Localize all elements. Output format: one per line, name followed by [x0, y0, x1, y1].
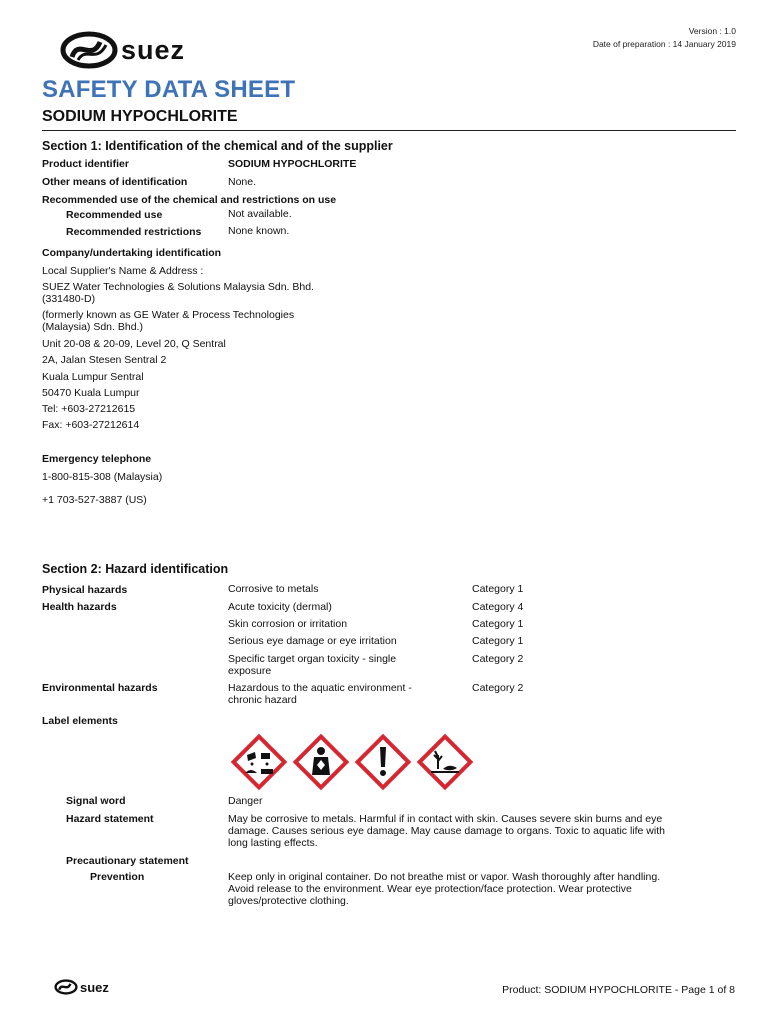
supplier-address-line: Local Supplier's Name & Address :	[42, 265, 204, 277]
other-means-label: Other means of identification	[42, 176, 188, 188]
supplier-address-line: SUEZ Water Technologies & Solutions Malaysia Sdn. Bhd.	[42, 281, 314, 293]
hazard-statement-line: long lasting effects.	[228, 837, 318, 849]
emergency-telephone-heading: Emergency telephone	[42, 453, 152, 465]
supplier-address-line: (331480-D)	[42, 293, 96, 305]
exclamation-mark-icon	[352, 731, 414, 793]
supplier-tel: Tel: +603-27212615	[42, 403, 136, 415]
prevention-line: Keep only in original container. Do not breathe mist or vapor. Wash thoroughly after handling.	[228, 871, 661, 883]
hazard-name: Skin corrosion or irritation	[228, 618, 348, 630]
hazard-category: Category 1	[472, 618, 524, 630]
environmental-hazards-label: Environmental hazards	[42, 682, 158, 694]
document-subtitle: SODIUM HYPOCHLORITE	[42, 108, 238, 125]
hazard-category: Category 1	[472, 635, 524, 647]
hazard-name: Hazardous to the aquatic environment -	[228, 682, 412, 694]
supplier-fax: Fax: +603-27212614	[42, 419, 140, 431]
supplier-address-line: 2A, Jalan Stesen Sentral 2	[42, 354, 167, 366]
hazard-name-continued: exposure	[228, 665, 272, 677]
hazard-category: Category 2	[472, 682, 524, 694]
document-meta	[593, 25, 736, 51]
document-title: SAFETY DATA SHEET	[42, 76, 296, 103]
prevention-label: Prevention	[90, 871, 145, 883]
section-2-heading: Section 2: Hazard identification	[42, 562, 229, 576]
section-1-heading: Section 1: Identification of the chemical and of the supplier	[42, 139, 393, 153]
health-hazard-icon	[290, 731, 352, 793]
health-hazards-label: Health hazards	[42, 601, 117, 613]
footer-logo	[54, 979, 109, 995]
hazard-name: Corrosive to metals	[228, 583, 319, 595]
hazard-category: Category 2	[472, 653, 524, 665]
emergency-phone-us: +1 703-527-3887 (US)	[42, 494, 147, 506]
footer-logo-icon	[54, 979, 78, 995]
supplier-address-line: Unit 20-08 & 20-09, Level 20, Q Sentral	[42, 338, 226, 350]
recommended-restrictions-label: Recommended restrictions	[66, 226, 202, 238]
company-identification-heading: Company/undertaking identification	[42, 247, 222, 259]
hazard-statement-label: Hazard statement	[66, 813, 154, 825]
hazard-category: Category 4	[472, 601, 524, 613]
footer-page-info: Product: SODIUM HYPOCHLORITE - Page 1 of 8	[502, 984, 735, 996]
product-identifier-value: SODIUM HYPOCHLORITE	[228, 158, 357, 170]
date-of-preparation-text: Date of preparation : 14 January 2019	[592, 39, 736, 49]
product-identifier-label: Product identifier	[42, 158, 129, 170]
signal-word-value: Danger	[228, 795, 263, 807]
hazard-statement-line: damage. Causes serious eye damage. May cause damage to organs. Toxic to aquatic life with	[228, 825, 665, 837]
hazard-name: Serious eye damage or eye irritation	[228, 635, 397, 647]
ghs-pictograms	[228, 731, 476, 793]
hazard-name-continued: chronic hazard	[228, 694, 297, 706]
other-means-value: None.	[228, 176, 257, 188]
prevention-line: gloves/protective clothing.	[228, 895, 349, 907]
supplier-address-line: Kuala Lumpur Sentral	[42, 371, 144, 383]
label-elements-label: Label elements	[42, 715, 118, 727]
version-text: Version : 1.0	[688, 26, 736, 36]
recommended-use-label: Recommended use	[66, 209, 163, 221]
hazard-statement-line: May be corrosive to metals. Harmful if in contact with skin. Causes severe skin burns and eye	[228, 813, 663, 825]
hazard-name: Specific target organ toxicity - single	[228, 653, 397, 665]
physical-hazards-label: Physical hazards	[42, 584, 128, 596]
precautionary-statement-label: Precautionary statement	[66, 855, 189, 867]
supplier-address-line: (formerly known as GE Water & Process Technologies	[42, 309, 295, 321]
header-divider	[42, 130, 736, 131]
environment-icon	[414, 731, 476, 793]
logo-wordmark: suez	[121, 34, 186, 65]
hazard-name: Acute toxicity (dermal)	[228, 601, 332, 613]
corrosion-icon	[228, 731, 290, 793]
supplier-address-line: 50470 Kuala Lumpur	[42, 387, 140, 399]
recommended-use-value: Not available.	[228, 208, 292, 220]
suez-logo-icon	[60, 30, 118, 70]
signal-word-label: Signal word	[66, 795, 126, 807]
recommended-use-heading: Recommended use of the chemical and restrictions on use	[42, 194, 337, 206]
footer-logo-wordmark: suez	[80, 979, 109, 995]
recommended-restrictions-value: None known.	[228, 225, 290, 237]
supplier-address-line: (Malaysia) Sdn. Bhd.)	[42, 321, 143, 333]
prevention-line: Avoid release to the environment. Wear eye protection/face protection. Wear protective	[228, 883, 632, 895]
emergency-phone-malaysia: 1-800-815-308 (Malaysia)	[42, 471, 163, 483]
hazard-category: Category 1	[472, 583, 524, 595]
suez-logo	[60, 30, 185, 70]
